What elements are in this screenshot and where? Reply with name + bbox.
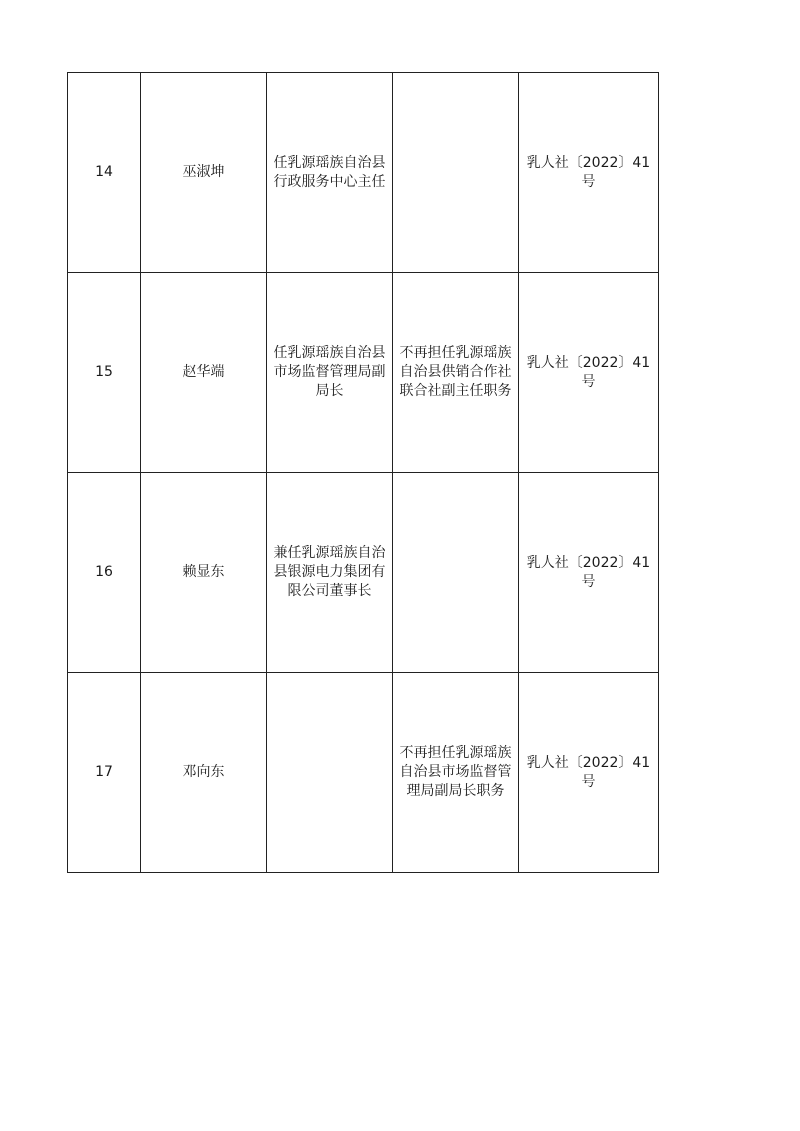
table-row xyxy=(68,673,659,873)
appointment-cell: 任乳源瑶族自治县行政服务中心主任 xyxy=(267,73,393,273)
person-name-cell: 邓向东 xyxy=(141,673,267,873)
appointment-cell: 兼任乳源瑶族自治县银源电力集团有限公司董事长 xyxy=(267,473,393,673)
appointment-table xyxy=(67,72,659,873)
dismissal-cell xyxy=(393,473,519,673)
document-number-cell: 乳人社〔2022〕41号 xyxy=(519,473,659,673)
dismissal-cell xyxy=(393,73,519,273)
table-row xyxy=(68,473,659,673)
person-name-cell: 赖显东 xyxy=(141,473,267,673)
row-number-cell: 16 xyxy=(68,473,141,673)
row-number-cell: 17 xyxy=(68,673,141,873)
table-row xyxy=(68,273,659,473)
document-number-cell: 乳人社〔2022〕41号 xyxy=(519,273,659,473)
dismissal-cell: 不再担任乳源瑶族自治县供销合作社联合社副主任职务 xyxy=(393,273,519,473)
appointment-cell xyxy=(267,673,393,873)
dismissal-cell: 不再担任乳源瑶族自治县市场监督管理局副局长职务 xyxy=(393,673,519,873)
row-number-cell: 14 xyxy=(68,73,141,273)
document-number-cell: 乳人社〔2022〕41号 xyxy=(519,73,659,273)
table-row xyxy=(68,73,659,273)
row-number-cell: 15 xyxy=(68,273,141,473)
document-number-cell: 乳人社〔2022〕41号 xyxy=(519,673,659,873)
person-name-cell: 赵华端 xyxy=(141,273,267,473)
appointment-cell: 任乳源瑶族自治县市场监督管理局副局长 xyxy=(267,273,393,473)
person-name-cell: 巫淑坤 xyxy=(141,73,267,273)
